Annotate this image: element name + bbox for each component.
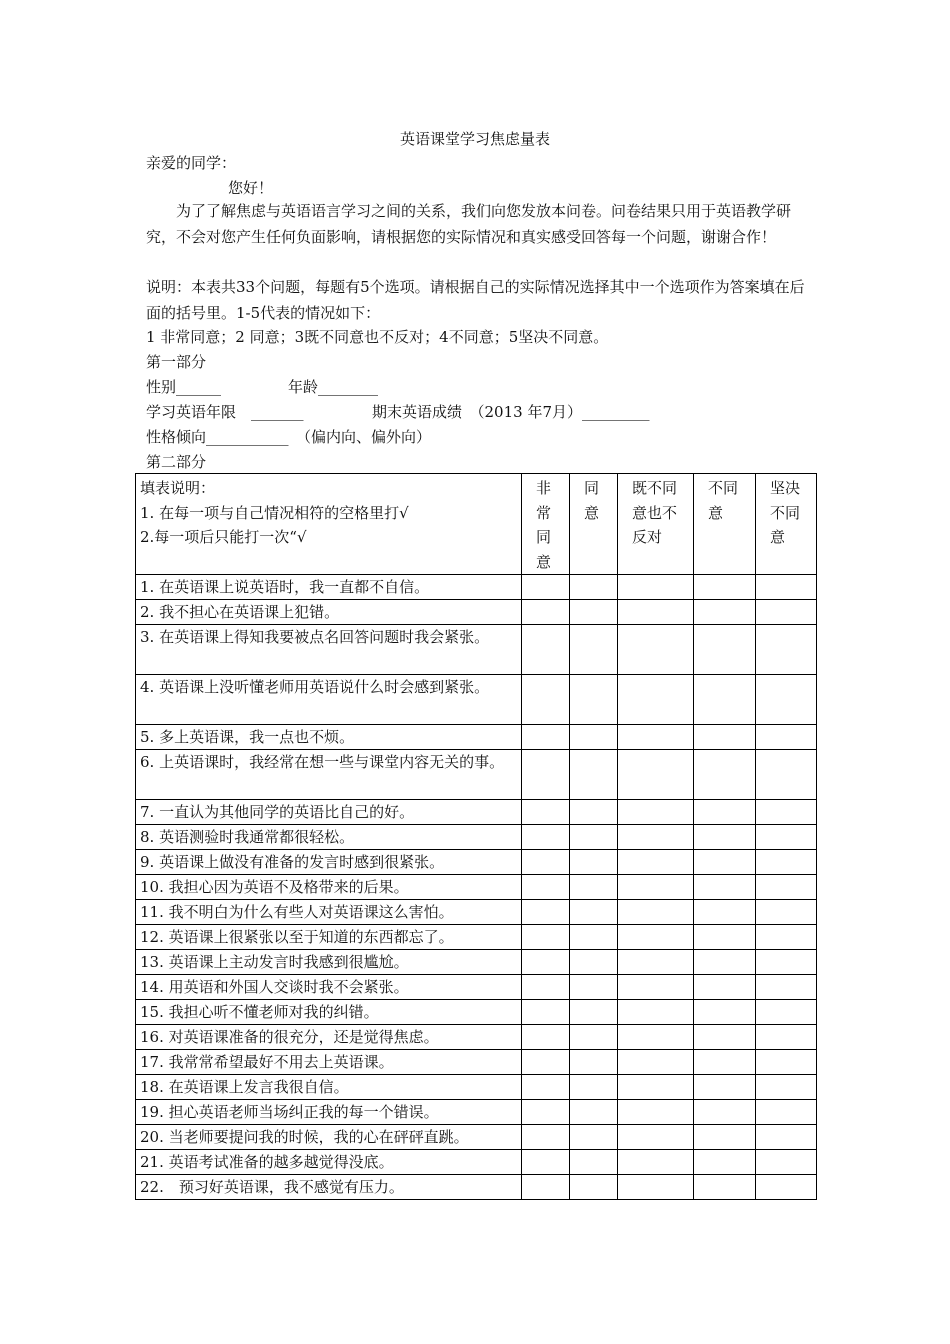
answer-cell-disagree[interactable] bbox=[694, 825, 756, 850]
table-row bbox=[136, 575, 817, 600]
table-row bbox=[136, 625, 817, 675]
answer-cell-strongly-disagree[interactable] bbox=[756, 1075, 817, 1100]
answer-cell-agree[interactable] bbox=[570, 1025, 618, 1050]
answer-cell-strongly-agree[interactable] bbox=[522, 725, 570, 750]
answer-cell-strongly-disagree[interactable] bbox=[756, 1000, 817, 1025]
table-row bbox=[136, 800, 817, 825]
age-field[interactable]: 年龄________ bbox=[288, 378, 379, 396]
answer-cell-strongly-disagree[interactable] bbox=[756, 1100, 817, 1125]
question-text: 6. 上英语课时，我经常在想一些与课堂内容无关的事。 bbox=[136, 750, 522, 800]
answer-cell-neutral[interactable] bbox=[618, 1025, 694, 1050]
answer-cell-neutral[interactable] bbox=[618, 950, 694, 975]
question-text: 12. 英语课上很紧张以至于知道的东西都忘了。 bbox=[136, 925, 522, 950]
answer-cell-agree[interactable] bbox=[570, 575, 618, 600]
answer-cell-neutral[interactable] bbox=[618, 1075, 694, 1100]
answer-cell-strongly-disagree[interactable] bbox=[756, 950, 817, 975]
gender-field[interactable]: 性别______ bbox=[146, 378, 222, 396]
question-text: 22. 预习好英语课，我不感觉有压力。 bbox=[136, 1175, 522, 1200]
answer-cell-strongly-agree[interactable] bbox=[522, 900, 570, 925]
answer-cell-neutral[interactable] bbox=[618, 575, 694, 600]
answer-cell-strongly-disagree[interactable] bbox=[756, 625, 817, 675]
answer-cell-strongly-disagree[interactable] bbox=[756, 1050, 817, 1075]
column-header-disagree: 不同意 bbox=[694, 474, 756, 575]
answer-cell-strongly-disagree[interactable] bbox=[756, 875, 817, 900]
question-text: 21. 英语考试准备的越多越觉得没底。 bbox=[136, 1150, 522, 1175]
scale-legend: 1 非常同意；2 同意；3既不同意也不反对；4不同意；5坚决不同意。 bbox=[146, 328, 609, 346]
hello-line: 您好！ bbox=[228, 179, 274, 197]
intro-paragraph: 为了了解焦虑与英语语言学习之间的关系，我们向您发放本问卷。问卷结果只用于英语教学研究，不会对您产生任何负面影响，请根据您的实际情况和真实感受回答每一个问题，谢谢合作！ bbox=[146, 202, 792, 246]
column-header-strongly-disagree: 坚决不同意 bbox=[756, 474, 817, 575]
table-row bbox=[136, 900, 817, 925]
answer-cell-agree[interactable] bbox=[570, 975, 618, 1000]
answer-cell-disagree[interactable] bbox=[694, 575, 756, 600]
column-header-neutral: 既不同意也不反对 bbox=[618, 474, 694, 575]
answer-cell-agree[interactable] bbox=[570, 1125, 618, 1150]
document-title: 英语课堂学习焦虑量表 bbox=[399, 130, 550, 148]
answer-cell-agree[interactable] bbox=[570, 950, 618, 975]
answer-cell-neutral[interactable] bbox=[618, 675, 694, 725]
table-row bbox=[136, 750, 817, 800]
answer-cell-agree[interactable] bbox=[570, 1175, 618, 1200]
answer-cell-strongly-agree[interactable] bbox=[522, 825, 570, 850]
answer-cell-neutral[interactable] bbox=[618, 1150, 694, 1175]
answer-cell-strongly-disagree[interactable] bbox=[756, 1150, 817, 1175]
answer-cell-strongly-agree[interactable] bbox=[522, 575, 570, 600]
instructions-paragraph: 说明：本表共33个问题，每题有5个选项。请根据自己的实际情况选择其中一个选项作为答案填在后面的括号里。1-5代表的情况如下： bbox=[146, 278, 805, 322]
answer-cell-strongly-agree[interactable] bbox=[522, 1150, 570, 1175]
answer-cell-strongly-agree[interactable] bbox=[522, 625, 570, 675]
table-header-row bbox=[136, 474, 817, 575]
answer-cell-agree[interactable] bbox=[570, 1050, 618, 1075]
answer-cell-disagree[interactable] bbox=[694, 950, 756, 975]
answer-cell-neutral[interactable] bbox=[618, 600, 694, 625]
answer-cell-disagree[interactable] bbox=[694, 1100, 756, 1125]
column-header-strongly-agree: 非常同意 bbox=[522, 474, 570, 575]
answer-cell-neutral[interactable] bbox=[618, 1000, 694, 1025]
answer-cell-disagree[interactable] bbox=[694, 850, 756, 875]
answer-cell-disagree[interactable] bbox=[694, 1125, 756, 1150]
answer-cell-strongly-disagree[interactable] bbox=[756, 675, 817, 725]
table-row bbox=[136, 1150, 817, 1175]
answer-cell-disagree[interactable] bbox=[694, 975, 756, 1000]
answer-cell-disagree[interactable] bbox=[694, 1000, 756, 1025]
answer-cell-strongly-disagree[interactable] bbox=[756, 800, 817, 825]
answer-cell-disagree[interactable] bbox=[694, 600, 756, 625]
answer-cell-strongly-disagree[interactable] bbox=[756, 1025, 817, 1050]
answer-cell-disagree[interactable] bbox=[694, 625, 756, 675]
answer-cell-disagree[interactable] bbox=[694, 675, 756, 725]
answer-cell-strongly-agree[interactable] bbox=[522, 850, 570, 875]
answer-cell-neutral[interactable] bbox=[618, 625, 694, 675]
answer-cell-strongly-agree[interactable] bbox=[522, 975, 570, 1000]
answer-cell-agree[interactable] bbox=[570, 600, 618, 625]
table-row bbox=[136, 1075, 817, 1100]
question-text: 19. 担心英语老师当场纠正我的每一个错误。 bbox=[136, 1100, 522, 1125]
answer-cell-agree[interactable] bbox=[570, 800, 618, 825]
answer-cell-agree[interactable] bbox=[570, 750, 618, 800]
answer-cell-strongly-agree[interactable] bbox=[522, 925, 570, 950]
question-text: 4. 英语课上没听懂老师用英语说什么时会感到紧张。 bbox=[136, 675, 522, 725]
answer-cell-strongly-disagree[interactable] bbox=[756, 975, 817, 1000]
years-field[interactable]: 学习英语年限 _______ bbox=[146, 403, 304, 421]
answer-cell-neutral[interactable] bbox=[618, 925, 694, 950]
answer-cell-strongly-disagree[interactable] bbox=[756, 900, 817, 925]
question-text: 15. 我担心听不懂老师对我的纠错。 bbox=[136, 1000, 522, 1025]
answer-cell-disagree[interactable] bbox=[694, 800, 756, 825]
question-text: 18. 在英语课上发言我很自信。 bbox=[136, 1075, 522, 1100]
question-text: 3. 在英语课上得知我要被点名回答问题时我会紧张。 bbox=[136, 625, 522, 675]
answer-cell-disagree[interactable] bbox=[694, 925, 756, 950]
part1-label: 第一部分 bbox=[146, 353, 207, 371]
question-text: 5. 多上英语课，我一点也不烦。 bbox=[136, 725, 522, 750]
answer-cell-strongly-agree[interactable] bbox=[522, 600, 570, 625]
column-header-agree: 同意 bbox=[570, 474, 618, 575]
answer-cell-disagree[interactable] bbox=[694, 900, 756, 925]
answer-cell-agree[interactable] bbox=[570, 850, 618, 875]
answer-cell-strongly-agree[interactable] bbox=[522, 950, 570, 975]
answer-cell-disagree[interactable] bbox=[694, 750, 756, 800]
answer-cell-agree[interactable] bbox=[570, 825, 618, 850]
question-text: 7. 一直认为其他同学的英语比自己的好。 bbox=[136, 800, 522, 825]
answer-cell-neutral[interactable] bbox=[618, 825, 694, 850]
question-text: 17. 我常常希望最好不用去上英语课。 bbox=[136, 1050, 522, 1075]
table-row bbox=[136, 1000, 817, 1025]
answer-cell-strongly-agree[interactable] bbox=[522, 675, 570, 725]
answer-cell-agree[interactable] bbox=[570, 725, 618, 750]
answer-cell-strongly-agree[interactable] bbox=[522, 1125, 570, 1150]
table-row bbox=[136, 1125, 817, 1150]
header-instructions bbox=[136, 474, 522, 575]
answer-cell-strongly-agree[interactable] bbox=[522, 1100, 570, 1125]
table-row bbox=[136, 975, 817, 1000]
score-field[interactable]: 期末英语成绩 （2013 年7月）_________ bbox=[372, 403, 650, 421]
answer-cell-neutral[interactable] bbox=[618, 1050, 694, 1075]
answer-cell-agree[interactable] bbox=[570, 1150, 618, 1175]
table-row bbox=[136, 925, 817, 950]
answer-cell-agree[interactable] bbox=[570, 900, 618, 925]
question-text: 1. 在英语课上说英语时，我一直都不自信。 bbox=[136, 575, 522, 600]
answer-cell-strongly-agree[interactable] bbox=[522, 1050, 570, 1075]
header-line-2: 2.每一项后只能打一次“√ bbox=[140, 528, 307, 546]
answer-cell-neutral[interactable] bbox=[618, 1125, 694, 1150]
answer-cell-agree[interactable] bbox=[570, 625, 618, 675]
answer-cell-disagree[interactable] bbox=[694, 1025, 756, 1050]
table-row bbox=[136, 1175, 817, 1200]
answer-cell-strongly-disagree[interactable] bbox=[756, 725, 817, 750]
table-row bbox=[136, 1100, 817, 1125]
answer-cell-strongly-agree[interactable] bbox=[522, 800, 570, 825]
answer-cell-strongly-disagree[interactable] bbox=[756, 825, 817, 850]
answer-cell-neutral[interactable] bbox=[618, 725, 694, 750]
question-text: 20. 当老师要提问我的时候，我的心在砰砰直跳。 bbox=[136, 1125, 522, 1150]
answer-cell-agree[interactable] bbox=[570, 1075, 618, 1100]
answer-cell-strongly-disagree[interactable] bbox=[756, 575, 817, 600]
answer-cell-strongly-agree[interactable] bbox=[522, 1000, 570, 1025]
personality-field[interactable]: 性格倾向___________ （偏内向、偏外向） bbox=[146, 428, 432, 446]
answer-cell-disagree[interactable] bbox=[694, 1150, 756, 1175]
header-title: 填表说明： bbox=[140, 479, 216, 497]
question-text: 2. 我不担心在英语课上犯错。 bbox=[136, 600, 522, 625]
answer-cell-neutral[interactable] bbox=[618, 750, 694, 800]
answer-cell-disagree[interactable] bbox=[694, 725, 756, 750]
answer-cell-agree[interactable] bbox=[570, 925, 618, 950]
answer-cell-neutral[interactable] bbox=[618, 1100, 694, 1125]
question-text: 8. 英语测验时我通常都很轻松。 bbox=[136, 825, 522, 850]
table-row bbox=[136, 825, 817, 850]
question-text: 14. 用英语和外国人交谈时我不会紧张。 bbox=[136, 975, 522, 1000]
table-row bbox=[136, 1050, 817, 1075]
answer-cell-disagree[interactable] bbox=[694, 875, 756, 900]
answer-cell-neutral[interactable] bbox=[618, 975, 694, 1000]
answer-cell-disagree[interactable] bbox=[694, 1050, 756, 1075]
answer-cell-agree[interactable] bbox=[570, 675, 618, 725]
answer-cell-neutral[interactable] bbox=[618, 850, 694, 875]
header-line-1: 1. 在每一项与自己情况相符的空格里打√ bbox=[140, 503, 409, 522]
table-row bbox=[136, 950, 817, 975]
answer-cell-agree[interactable] bbox=[570, 875, 618, 900]
table-row bbox=[136, 675, 817, 725]
greeting: 亲爱的同学： bbox=[146, 154, 237, 172]
answer-cell-strongly-agree[interactable] bbox=[522, 875, 570, 900]
answer-cell-neutral[interactable] bbox=[618, 875, 694, 900]
answer-cell-neutral[interactable] bbox=[618, 1175, 694, 1200]
answer-cell-strongly-disagree[interactable] bbox=[756, 1175, 817, 1200]
question-text: 10. 我担心因为英语不及格带来的后果。 bbox=[136, 875, 522, 900]
part2-label: 第二部分 bbox=[146, 453, 207, 471]
answer-cell-disagree[interactable] bbox=[694, 1075, 756, 1100]
table-row bbox=[136, 1025, 817, 1050]
question-text: 11. 我不明白为什么有些人对英语课这么害怕。 bbox=[136, 900, 522, 925]
answer-cell-strongly-agree[interactable] bbox=[522, 1025, 570, 1050]
answer-cell-strongly-agree[interactable] bbox=[522, 1175, 570, 1200]
answer-cell-strongly-disagree[interactable] bbox=[756, 925, 817, 950]
answer-cell-agree[interactable] bbox=[570, 1100, 618, 1125]
answer-cell-strongly-agree[interactable] bbox=[522, 750, 570, 800]
answer-cell-strongly-disagree[interactable] bbox=[756, 1125, 817, 1150]
question-text: 9. 英语课上做没有准备的发言时感到很紧张。 bbox=[136, 850, 522, 875]
table-row bbox=[136, 725, 817, 750]
answer-cell-strongly-disagree[interactable] bbox=[756, 600, 817, 625]
table-row bbox=[136, 850, 817, 875]
answer-cell-agree[interactable] bbox=[570, 1000, 618, 1025]
answer-cell-strongly-disagree[interactable] bbox=[756, 850, 817, 875]
table-row bbox=[136, 875, 817, 900]
answer-cell-strongly-agree[interactable] bbox=[522, 1075, 570, 1100]
survey-table bbox=[135, 473, 817, 1200]
answer-cell-neutral[interactable] bbox=[618, 800, 694, 825]
answer-cell-strongly-disagree[interactable] bbox=[756, 750, 817, 800]
answer-cell-disagree[interactable] bbox=[694, 1175, 756, 1200]
answer-cell-neutral[interactable] bbox=[618, 900, 694, 925]
table-row bbox=[136, 600, 817, 625]
question-text: 16. 对英语课准备的很充分，还是觉得焦虑。 bbox=[136, 1025, 522, 1050]
question-text: 13. 英语课上主动发言时我感到很尴尬。 bbox=[136, 950, 522, 975]
